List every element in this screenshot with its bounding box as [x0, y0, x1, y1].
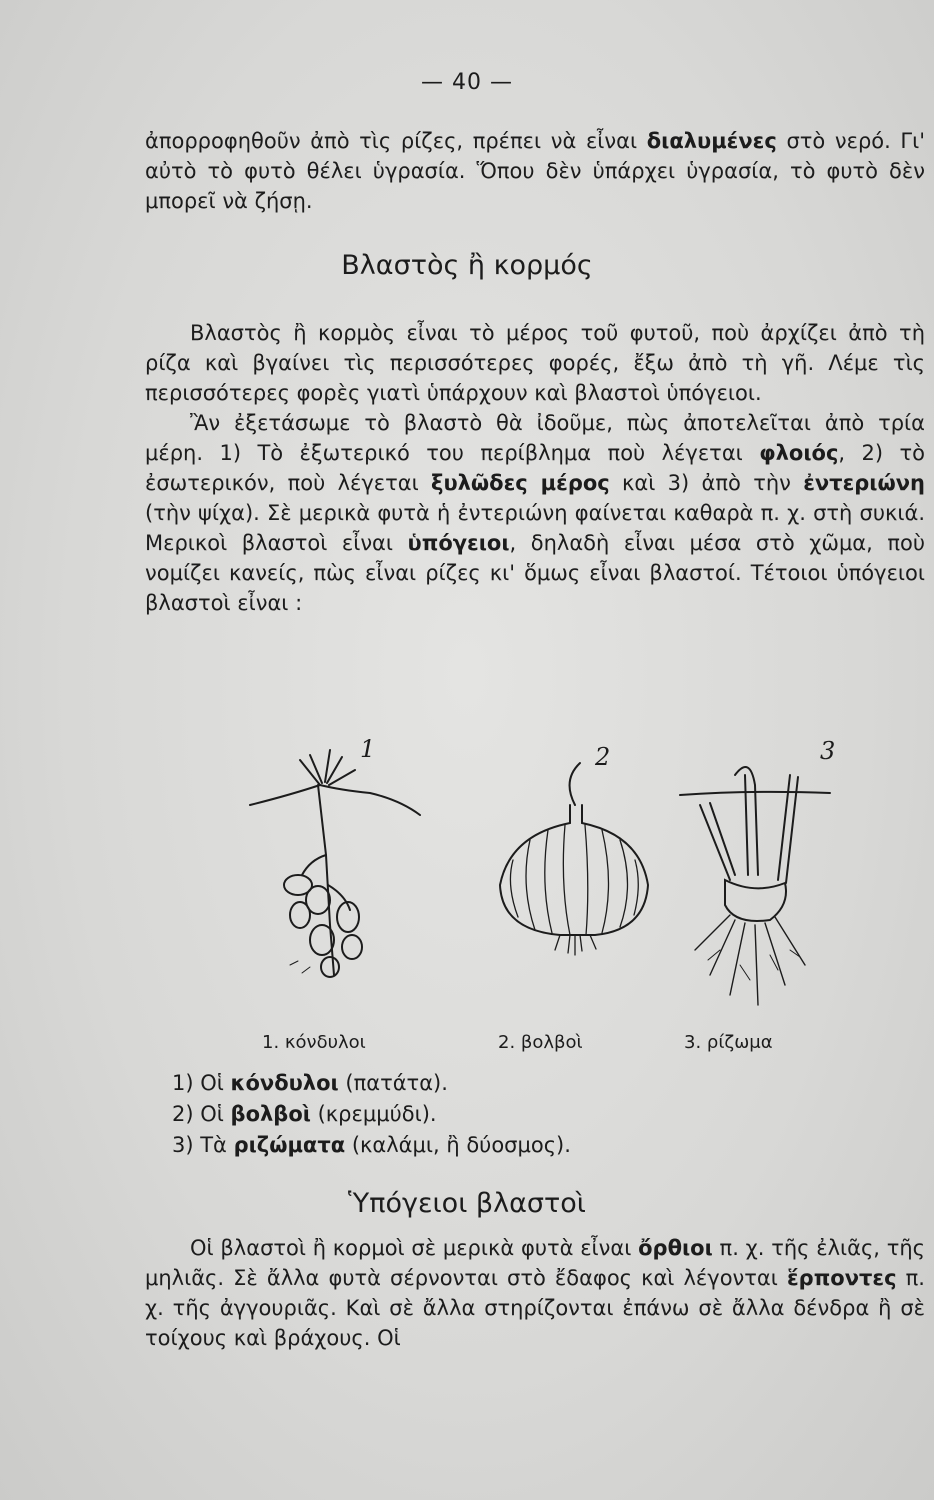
caption-bulbs: 2. βολβοὶ — [498, 1032, 583, 1053]
term-woody-part: ξυλῶδες μέρος — [431, 471, 610, 495]
examples-list — [172, 1068, 571, 1161]
stem-paragraph-2: Ἂν ἐξετάσωμε τὸ βλαστὸ θὰ ἰδοῦμε, πὼς ἀποτελεῖται ἀπὸ τρία μέρη. 1) Τὸ ἐξωτερικό του περίβλημα ποὺ λέγεται φλοιός, 2) τὸ ἐσωτερικόν, ποὺ λέγεται ξυλῶδες μέρος καὶ 3) ἀπὸ τὴν ἐντεριώνη (τὴν ψίχα). Σὲ μερικὰ φυτὰ ἡ ἐντεριώνη φαίνεται καθαρὰ π. χ. στὴ συκιά. Μερικοὶ βλαστοὶ εἶναι ὑπόγειοι, δηλαδὴ εἶναι μέσα στὸ χῶμα, ποὺ νομίζει κανείς, πὼς εἶναι ρίζες κι' ὅμως εἶναι βλαστοί. Τέτοιοι ὑπόγειοι βλαστοὶ εἶναι : — [145, 411, 926, 615]
stem-paragraphs — [145, 318, 925, 618]
caption-rhizome: 3. ρίζωμα — [684, 1032, 773, 1053]
term-pith: ἐντεριώνη — [803, 471, 925, 495]
underground-paragraph: Οἱ βλαστοὶ ἢ κορμοὶ σὲ μερικὰ φυτὰ εἶναι ὄρθιοι π. χ. τῆς ἐλιᾶς, τῆς μηλιᾶς. Σὲ ἄλλα φυτὰ σέρνονται στὸ ἔδαφος καὶ λέγονται ἕρποντες π. χ. τῆς ἀγγουριᾶς. Καὶ σὲ ἄλλα στηρίζονται ἐπάνω σὲ ἄλλα δένδρα ἢ σὲ τοίχους καὶ βράχους. Οἱ — [145, 1236, 925, 1350]
figure-drawings — [230, 735, 870, 1065]
intro-text-rest: στὸ νερό. Γι' αὐτὸ τὸ φυτὸ θέλει ὑγρασία. Ὅπου δὲν ὑπάρχει ὑγρασία, τὸ φυτὸ δὲν μπορεῖ νὰ ζήσῃ. — [145, 129, 926, 213]
intro-text-a: ἀπορροφηθοῦν ἀπὸ τὶς ρίζες, πρέπει νὰ εἶναι — [145, 129, 647, 153]
list-item: 3) Τὰ ριζώματα (καλάμι, ἢ δύοσμος). — [172, 1133, 571, 1157]
rhizome-drawing — [680, 767, 830, 1005]
figure-label-2: 2 — [595, 743, 611, 771]
section-heading-underground: Ὑπόγειοι βλαστοὶ — [348, 1188, 586, 1219]
term-underground: ὑπόγειοι — [407, 531, 510, 555]
intro-paragraph — [145, 126, 925, 216]
figure-label-3: 3 — [820, 737, 836, 765]
term-upright: ὄρθιοι — [638, 1236, 713, 1260]
term-bark: φλοιός — [759, 441, 839, 465]
stem-paragraph-1: Βλαστὸς ἢ κορμὸς εἶναι τὸ μέρος τοῦ φυτοῦ, ποὺ ἀρχίζει ἀπὸ τὴ ρίζα καὶ βγαίνει τὶς περισσότερες φορές, ἔξω ἀπὸ τὴ γῆ. Λέμε τὶς περισσότερες φορὲς γιατὶ ὑπάρχουν καὶ βλαστοὶ ὑπόγειοι. — [145, 321, 925, 405]
term-creeping: ἕρποντες — [786, 1266, 897, 1290]
list-item: 1) Οἱ κόνδυλοι (πατάτα). — [172, 1071, 448, 1095]
underground-stems-figure — [230, 735, 870, 1065]
bulb-drawing — [500, 763, 648, 955]
intro-emphasis: διαλυμένες — [646, 129, 777, 153]
list-item: 2) Οἱ βολβοὶ (κρεμμύδι). — [172, 1102, 437, 1126]
caption-tubers: 1. κόνδυλοι — [262, 1032, 366, 1053]
tuber-drawing — [250, 750, 420, 977]
figure-label-1: 1 — [360, 735, 376, 763]
page-number: — 40 — — [421, 70, 513, 95]
section-heading-stem: Βλαστὸς ἢ κορμός — [341, 250, 593, 281]
